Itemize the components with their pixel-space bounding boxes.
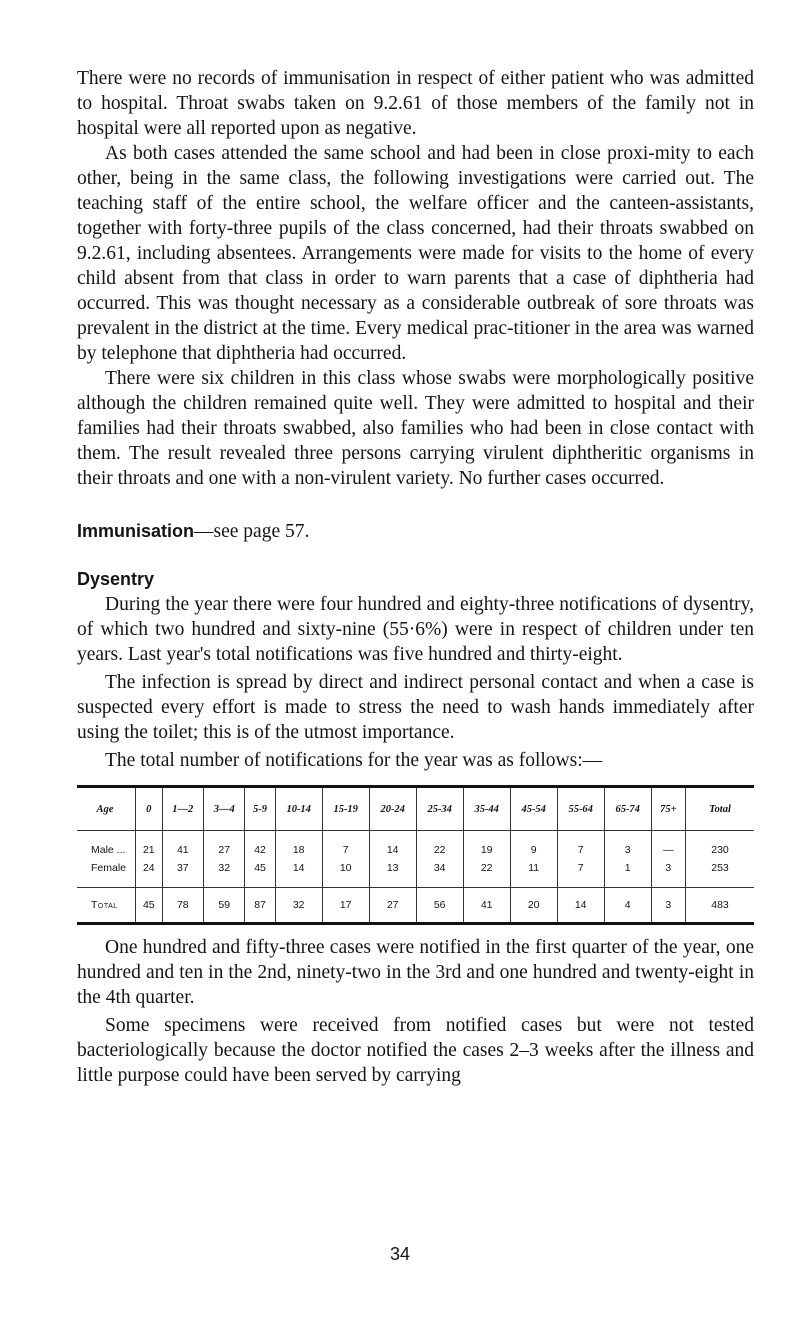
header-cell: 5-9: [245, 787, 275, 831]
total-cell: 56: [416, 888, 463, 924]
total-cell: 20: [510, 888, 557, 924]
table-cell: [416, 831, 463, 888]
header-cell: 25-34: [416, 787, 463, 831]
female-value: 14: [292, 862, 305, 874]
paragraph-school-investigations: As both cases attended the same school and had been in close proxi-mity to each other, being in the same class, the following investigations were carried out. The teaching staff of the entire school, the welfare officer and the canteen-assistants, together with forty-three pupils of the class concerned, had their throats swabbed on 9.2.61, including absentees. Arrangements were made for visits to the home of every child absent from that class in order to warn parents that a case of diphtheria had occurred. This was thought necessary as a considerable outbreak of sore throats was prevalent in the district at the time. Every medical prac-titioner in the area was warned by telephone that diphtheria had occurred.: [77, 143, 754, 364]
male-value: 21: [142, 844, 155, 856]
header-cell: 20-24: [369, 787, 416, 831]
total-cell: 32: [275, 888, 322, 924]
table-cell: [162, 831, 203, 888]
total-cell: 59: [204, 888, 245, 924]
female-value: 13: [386, 862, 399, 874]
table-cell: [136, 831, 163, 888]
header-cell: 15-19: [322, 787, 369, 831]
female-value: 3: [665, 862, 672, 874]
header-cell: 55-64: [557, 787, 604, 831]
male-value: 18: [292, 844, 305, 856]
table-cell: [204, 831, 245, 888]
paragraph-no-immunisation-records: There were no records of immunisation in respect of either patient who was admitted to hospital. Throat swabs taken on 9.2.61 of those members of the family not in hospital were all reported upon as negative.: [77, 68, 754, 139]
male-value: 19: [480, 844, 493, 856]
immunisation-line: [77, 519, 754, 544]
table-cell: [557, 831, 604, 888]
total-cell: 17: [322, 888, 369, 924]
female-value: 45: [254, 862, 266, 874]
total-cell: 27: [369, 888, 416, 924]
header-cell: 35-44: [463, 787, 510, 831]
total-cell: 87: [245, 888, 275, 924]
table-cell: [510, 831, 557, 888]
header-cell: Age: [77, 787, 136, 831]
paragraph-positive-swabs: There were six children in this class whose swabs were morphologically positive although the children remained quite well. They were admitted to hospital and their families had their throats swabbed, also families who had been in close contact with them. The result revealed three persons carrying virulent diphtheritic organisms in their throats and one with a non-virulent variety. No further cases occurred.: [77, 368, 754, 489]
female-value: 7: [577, 862, 584, 874]
table-row: [77, 831, 754, 888]
header-cell: Total: [686, 787, 755, 831]
table-cell: [463, 831, 510, 888]
paragraph-total-notifications-intro: The total number of notifications for the year was as follows:—: [105, 750, 603, 771]
female-value: 34: [433, 862, 446, 874]
male-value: 42: [254, 844, 266, 856]
header-cell: 75+: [651, 787, 685, 831]
male-label: Male ...: [91, 844, 126, 856]
female-value: 24: [142, 862, 155, 874]
header-cell: 65-74: [604, 787, 651, 831]
total-cell: 14: [557, 888, 604, 924]
immunisation-reference: —see page 57.: [194, 521, 310, 542]
table-total-row: [77, 888, 754, 924]
header-cell: 1—2: [162, 787, 203, 831]
paragraph-specimens: Some specimens were received from notified cases but were not tested bacteriologically because the doctor notified the cases 2–3 weeks after the illness and little purpose could have been served by carrying: [77, 1015, 754, 1086]
table-cell: [275, 831, 322, 888]
total-cell: 4: [604, 888, 651, 924]
header-cell: 10-14: [275, 787, 322, 831]
paragraph-dysentry-notifications: During the year there were four hundred and eighty-three notifications of dysentry, of which two hundred and sixty-nine (55·6%) were in respect of children under ten years. Last year's total notifications was five hundred and thirty-eight.: [77, 594, 754, 665]
female-label: Female: [91, 862, 127, 874]
male-value: 22: [433, 844, 446, 856]
male-value: 3: [624, 844, 631, 856]
total-cell: 3: [651, 888, 685, 924]
total-label: Total: [77, 888, 136, 924]
row-label-cell: [77, 831, 136, 888]
female-value: 32: [218, 862, 231, 874]
table-cell: [651, 831, 685, 888]
male-value: 27: [218, 844, 231, 856]
notifications-table: [77, 785, 754, 925]
table-cell: [686, 831, 755, 888]
header-cell: 3—4: [204, 787, 245, 831]
dysentry-heading: Dysentry: [77, 569, 155, 589]
female-total: 253: [711, 862, 729, 874]
page-number: 34: [389, 1244, 411, 1264]
table-cell: [604, 831, 651, 888]
male-value: —: [663, 844, 674, 856]
male-value: 9: [530, 844, 537, 856]
female-value: 1: [624, 862, 631, 874]
total-cell: 41: [463, 888, 510, 924]
female-value: 10: [339, 862, 352, 874]
document-page: [77, 66, 754, 1088]
male-value: 41: [176, 844, 189, 856]
female-value: 37: [176, 862, 189, 874]
header-cell: 0: [136, 787, 163, 831]
total-cell: 45: [136, 888, 163, 924]
grand-total-cell: 483: [686, 888, 755, 924]
female-value: 11: [528, 862, 540, 874]
paragraph-quarterly-breakdown: One hundred and fifty-three cases were notified in the first quarter of the year, one hundred and ten in the 2nd, ninety-two in the 3rd and one hundred and twenty-eight in the 4th quarter.: [77, 937, 754, 1008]
immunisation-heading: Immunisation: [77, 521, 195, 541]
male-total: 230: [711, 844, 729, 856]
paragraph-infection-spread: The infection is spread by direct and indirect personal contact and when a case is suspected every effort is made to stress the need to wash hands immediately after using the toilet; this is of the utmost importance.: [77, 672, 754, 743]
table-cell: [322, 831, 369, 888]
table-cell: [369, 831, 416, 888]
header-cell: 45-54: [510, 787, 557, 831]
table-header-row: [77, 787, 754, 831]
male-value: 14: [386, 844, 399, 856]
female-value: 22: [480, 862, 493, 874]
male-value: 7: [577, 844, 584, 856]
total-cell: 78: [162, 888, 203, 924]
male-value: 7: [342, 844, 349, 856]
table-cell: [245, 831, 275, 888]
